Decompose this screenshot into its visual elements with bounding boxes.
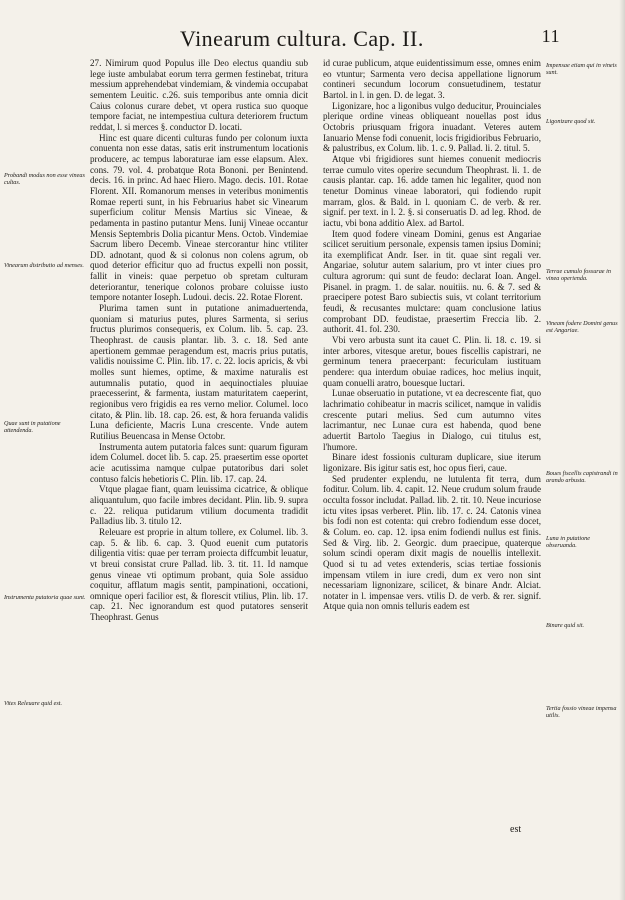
running-head <box>180 26 560 56</box>
page-number: 11 <box>541 26 560 46</box>
left-column <box>90 58 308 623</box>
margin-note: Luna in putatione obseruanda. <box>546 535 591 549</box>
margin-note: Vinearum distributio ad menses. <box>4 262 84 269</box>
margin-note: Ligonizare quod sit. <box>546 118 596 125</box>
margin-note: Binare quid sit. <box>546 622 585 629</box>
paragraph: Vbi vero arbusta sunt ita cauet C. Plin. li. 18. c. 19. si inter arbores, vitesque aretur, boues fiscellis capistrari, ne germinum tenera praecerpant: fecuriculam iustituam pendere: qua interdum obuiae radices, hoc melius inquit, quam conuelli aratro, bouesque luctari. <box>323 335 541 388</box>
margin-note: Tertia fossio vineae impensa utilis. <box>546 705 617 719</box>
margin-note: Terrae cumulo fossurae in vinea operienda. <box>546 268 611 282</box>
catchword: est <box>510 824 522 835</box>
margin-note: Quae sunt in putatione attendenda. <box>4 420 61 434</box>
chapter-title: Vinearum cultura. Cap. II. <box>180 26 424 51</box>
paragraph: Lunae obseruatio in putatione, vt ea decrescente fiat, quo lachrimatio cohibeatur in macris scilicet, namque in validis crescente putari melius. Sed cum autumno vites lacrimantur, nec Lunae cura est habenda, quod bene aduertit Bartolo Taegius in Dialogo, cui titulus est, l'humore. <box>323 388 541 452</box>
paragraph: Binare idest fossionis culturam duplicare, siue iterum ligonizare. Bis igitur satis est, hoc opus fieri, caue. <box>323 452 541 473</box>
paragraph: Atque vbi frigidiores sunt hiemes conuenit mediocris terrae cumulo vites operire secundum Theophrast. li. 1. de causis plantar. cap. 16. adde tamen hic legaliter, quod non tenetur Dominus vineae laboratori, qui fodiendo rupit marram, glos. & Bald. in l. quoniam C. de verb. & rer. signif. per text. in l. 2. §. si conseruatis D. ad leg. Rhod. de iactu, vbi bona additio Alex. ad Bartol. <box>323 153 541 228</box>
page-edge-shadow <box>619 0 625 900</box>
paragraph: Instrumenta autem putatoria falces sunt: quarum figuram idem Columel. docet lib. 5. cap. 25. praesertim esse oportet acie acutissima namque culpae putatoribus dari solet contuso falcis hebetioris C. Plin. lib. 17. cap. 24. <box>90 441 308 484</box>
paragraph: Releuare est proprie in altum tollere, ex Columel. lib. 3. cap. 5. & lib. 6. cap. 3. Quod euenit cum putatoris diligentia vitis: quae per terram proiecta diffcumbit leuatur, vt breui consistat crure Pallad. lib. 3. tit. 11. Id namque genus vineae vti optimum probant, quia Sole assiduo coquitur, afflatum magis sentit, pampinationi, occationi, omnique operi facilior est, & florescit vtilius, Plin. lib. 17. cap. 21. Nec ignorandum est quod putatores senserit Theophrast. Genus <box>90 526 308 623</box>
paragraph: Hinc est quare dicenti culturas fundo per colonum iuxta conuenta non esse datas, satis erit instrumentum locationis producere, ac tempus laboraturae iam esse elapsum. Alex. cons. 79. vol. 4. probatque Rota Bononi. per Benintend. decis. 16. in princ. Ad haec Hiero. Mago. decis. 101. Rotae Florent. XII. Romanorum menses in veteribus monimentis Romae reperti sunt, in his Februarius habet sic Vinearum superficium colitur Mensis Martius sic Vineae, & pedamenta in pastino putantur Mens. Iunij Vineae occantur Mensis Septembris Dolia picantur Mens. Octob. Vindemiae Sacrum libero Decemb. Vineae stercorantur hinc vtiliter DD. adnotant, quod & si colonus non colens agrum, ob quod deterior efficitur quo ad fructus expelli non possit, fallit in vineis: quae perpetuo ob spretam culturam deteriorantur, tenerique colonos probare coluisse iusto tempore notanter Ioseph. Ludoui. decis. 22. Rotae Florent. <box>90 132 308 303</box>
paragraph: 27. Nimirum quod Populus ille Deo electus quandiu sub lege iuste ambulabat eorum terra germen festinebat, tritura messium apprehendebat vindemiam, & vindemia occupabat sementem Leuitic. c.26. suis temporibus ante omnia dicit Caius colonus curare debet, vt opera rustica suo quoque tempore faciat, ne intempestiua cultura deteriorem fructum reddat, l. si merces §. conductor D. locati. <box>90 58 308 132</box>
paragraph: id curae publicum, atque euidentissimum esse, omnes enim eo vtuntur; Sarmenta vero decisa appellatione lignorum contineri secundum locorum consuetudinem, testatur Bartol. in l. in gen. D. de legat. 3. <box>323 58 541 100</box>
paragraph: Vtque plagae fiant, quam leuissima cicatrice, & oblique aliquantulum, quo facile imbres decidant. Plin. lib. 9. supra c. 22. reliqua putidarum vtilium documenta tradidit Palladius lib. 3. titulo 12. <box>90 484 308 527</box>
margin-note: Boues fiscellis capistrandi in arando arbusta. <box>546 470 618 484</box>
paragraph: Plurima tamen sunt in putatione animaduertenda, quoniam si maturius putes, plures Sarmenta, si serius fructus plurimos consequeris, ex Colum. lib. 5. cap. 23. Theophrast. de causis plantar. lib. 3. c. 18. Sed ante apertionem gemmae peragendum est, macris prius putatis, validis nouissime C. Plin. lib. 17. c. 22. locis apricis, & vbi molles sunt hiemes, optime, & maxime naturalis est autumnalis putatio, quod in aequinoctiales pluuiae praecesserint, & farmenta, iustam maturitatem caeperint, regionibus vero frigidis ea res verno melior. Columel. loco citato, & Plin. lib. 18. cap. 26. est, & hora feruanda validis Luna deficiente, Macris Luna crescente. Vnde autem Rutilius Beuencasa in Mense Octobr. <box>90 303 308 441</box>
margin-note: Probandi modus non esse vineas cultas. <box>4 172 85 186</box>
margin-note: Vites Releuare quid est. <box>4 700 63 707</box>
margin-note: Instrumenta putatoria quae sunt. <box>4 594 86 601</box>
margin-note: Vineam fodere Domini genus est Angariae. <box>546 320 618 334</box>
paragraph: Item quod fodere vineam Domini, genus est Angariae scilicet seruitium personale, expensis tamen ipsius Domini; ita exemplificat Andr. Iser. in tit. quae sint regali ver. Angariae, solutur autem salarium, pro vt inter ciues pro cultura agrorum: qui sunt de feudo: declarat Ioan. Angel. Pisanel. in pragm. 1. de salar. nouitiis. nu. 6. & 7. sed & praecipere potest Baro subiectis suis, vt colant territorium feudi, & recusantes mulctare: quam conclusione latius comprobant DD. feudistae, praesertim Freccia lib. 2. authorit. 41. fol. 230. <box>323 228 541 335</box>
paragraph: Ligonizare, hoc a ligonibus vulgo deducitur, Prouinciales plerique ordine vineas obliqueant nouellas post idus Octobris priusquam frigora inuadant. Veteres autem Ianuario Mense fodi conuenit, locis frigidioribus Februario, & palustribus, ex Colum. lib. 1. c. 9. Pallad. li. 2. titul. 5. <box>323 100 541 154</box>
margin-note: Impensae etiam qui in vineis sunt. <box>546 62 617 76</box>
paragraph: Sed prudenter explendu, ne lutulenta fit terra, dum foditur. Colum. lib. 4. capit. 12. Neue crudum solum fraude occulta fossor includat. Pallad. lib. 2. tit. 10. Neue incuriose ictu vites ipsas verberet. Plin. lib. 17. c. 24. Catonis vinea bis fodi non est cotenta: qui crebro fodiendum esse docet, & Colum. eo. cap. 12. ipsa enim fodiendi nullus est finis. Sed & Virg. lib. 2. Georgic. dum praecipue, quaterque solum scindi operam dixit magis de nouellis intellexit. Quod si tu ad vetes extenderis, scias tertiae fossionis impensam vtilem in iure credi, dum ex vero non sint necessariam lignonizare, scilicet, & binare Andr. Alciat. notater in l. impensae vers. vtilis D. de verb. & rer. signif. Atque quia non omnis telluris eadem est <box>323 473 541 612</box>
right-column <box>323 58 541 612</box>
